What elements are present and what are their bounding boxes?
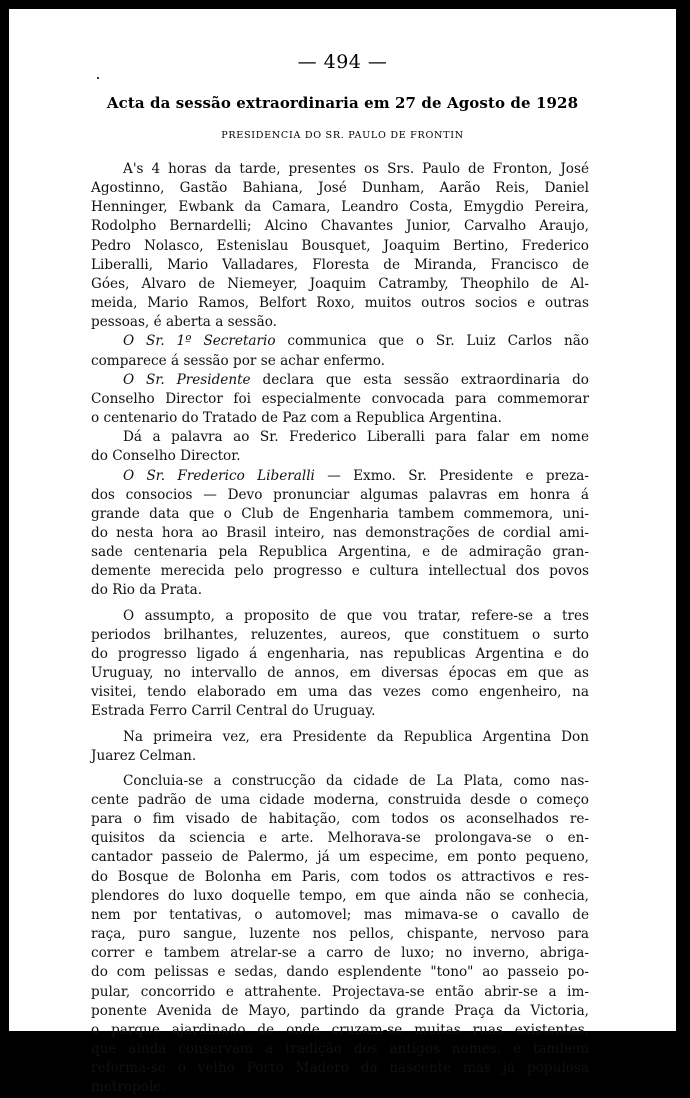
text-line: o centenario do Tratado de Paz com a Republica Argentina.: [91, 410, 502, 427]
text-line: O Sr. Presidente declara que esta sessão extraordinaria do: [123, 371, 589, 388]
text-line: Agostinno, Gastão Bahiana, José Dunham, Aarão Reis, Daniel: [91, 180, 589, 197]
text-line: Rodolpho Bernardelli; Alcino Chavantes Junior, Carvalho Araujo,: [91, 218, 589, 235]
text-line: Na primeira vez, era Presidente da Republica Argentina Don: [123, 728, 589, 745]
text-line: Uruguay, no intervallo de annos, em diversas épocas em que as: [91, 665, 589, 682]
text-line: metropole.: [91, 1079, 166, 1096]
text-line: pessoas, é aberta a sessão.: [91, 314, 277, 331]
document-title: Acta da sessão extraordinaria em 27 de Agosto de 1928: [106, 94, 579, 112]
paragraph: [91, 332, 589, 370]
text-line: correr e tambem atrelar-se a carro de luxo; no inverno, abriga-: [91, 945, 589, 962]
text-line: visitei, tendo elaborado em uma das vezes como engenheiro, na: [91, 684, 589, 701]
text-line: Henninger, Ewbank da Camara, Leandro Costa, Emygdio Pereira,: [91, 199, 589, 216]
document-body: [91, 160, 589, 1098]
text-line: comparece á sessão por se achar enfermo.: [91, 352, 385, 369]
text-line: do Bosque de Bolonha em Paris, com todos os attractivos e res-: [91, 868, 589, 885]
text-line: Concluia-se a construcção da cidade de La Plata, como nas-: [123, 772, 589, 789]
text-line: para o fim visado de habitação, com todos os aconselhados re-: [91, 811, 589, 828]
text-line: O assumpto, a proposito de que vou tratar, refere-se a tres: [123, 607, 589, 624]
text-line: do progresso ligado á engenharia, nas republicas Argentina e do: [91, 645, 589, 662]
text-line: do nesta hora ao Brasil inteiro, nas demonstrações de cordial ami-: [91, 524, 589, 541]
text-line: pular, concorrido e attrahente. Projectava-se então abrir-se a im-: [91, 983, 589, 1000]
document-page: [9, 9, 676, 1096]
paragraph: [91, 607, 589, 722]
text-line: nem por tentativas, o automovel; mas mimava-se o cavallo de: [91, 906, 589, 923]
text-line: reforma-se o velho Porto Madero da nascente mas já populosa: [91, 1060, 589, 1077]
speaker-name: O Sr. 1º Secretario: [123, 333, 276, 350]
text-line: do Conselho Director.: [91, 448, 241, 465]
paragraph: [91, 371, 589, 428]
text-line: quisitos da sciencia e arte. Melhorava-se prolongava-se o en-: [91, 830, 589, 847]
document-subtitle: PRESIDENCIA DO SR. PAULO DE FRONTIN: [221, 130, 464, 141]
text-line: sade centenaria pela Republica Argentina, e de admiração gran-: [91, 544, 589, 561]
text-line: A's 4 horas da tarde, presentes os Srs. Paulo de Fronton, José: [123, 161, 589, 177]
text-line: Conselho Director foi especialmente convocada para commemorar: [91, 390, 589, 407]
text-line: O Sr. 1º Secretario communica que o Sr. Luiz Carlos não: [123, 333, 589, 350]
text-line: plendores do luxo doquelle tempo, em que ainda não se conhecia,: [91, 887, 589, 904]
text-line: do Rio da Prata.: [91, 582, 203, 599]
text-line: Dá a palavra ao Sr. Frederico Liberalli para falar em nome: [123, 429, 589, 446]
paragraph: [91, 467, 589, 601]
text-line: Góes, Alvaro de Niemeyer, Joaquim Catramby, Theophilo de Al-: [91, 275, 589, 292]
speaker-name: O Sr. Frederico Liberalli: [123, 467, 315, 484]
text-line: Juarez Celman.: [91, 747, 197, 764]
text-line: do com pelissas e sedas, dando esplendente "tono" ao passeio po-: [91, 964, 589, 981]
text-line: o parque ajardinado de onde cruzam-se muitas ruas existentes,: [91, 1021, 589, 1038]
paragraph: [91, 728, 589, 766]
text-line: O Sr. Frederico Liberalli — Exmo. Sr. Presidente e preza-: [123, 467, 589, 484]
text-line: Estrada Ferro Carril Central do Uruguay.: [91, 703, 376, 720]
text-line: demente merecida pelo progresso e cultura intellectual dos povos: [91, 563, 589, 580]
text-line: grande data que o Club de Engenharia tambem commemora, uni-: [91, 505, 589, 522]
ink-speck: [97, 77, 99, 79]
text-line: meida, Mario Ramos, Belfort Roxo, muitos outros socios e outras: [91, 295, 589, 312]
text-line: que ainda conservam a tradição dos antigos nomes, e tambem: [91, 1041, 589, 1058]
text-line: Pedro Nolasco, Estenislau Bousquet, Joaquim Bertino, Frederico: [91, 237, 589, 254]
speaker-name: O Sr. Presidente: [123, 371, 251, 388]
text-line: periodos brilhantes, reluzentes, aureos, que constituem o surto: [91, 626, 589, 643]
paragraph: [91, 772, 589, 1098]
page-number: — 494 —: [297, 51, 388, 73]
text-line: Liberalli, Mario Valladares, Floresta de Miranda, Francisco de: [91, 256, 589, 273]
text-line: cantador passeio de Palermo, já um especime, em ponto pequeno,: [91, 849, 589, 866]
text-line: cente padrão de uma cidade moderna, construida desde o começo: [91, 792, 589, 808]
text-line: raça, puro sangue, luzente nos pellos, chispante, nervoso para: [91, 926, 589, 943]
paragraph: [91, 160, 589, 332]
text-line: dos consocios — Devo pronunciar algumas palavras em honra á: [91, 486, 589, 503]
paragraph: [91, 428, 589, 466]
text-line: ponente Avenida de Mayo, partindo da grande Praça da Victoria,: [91, 1002, 589, 1019]
